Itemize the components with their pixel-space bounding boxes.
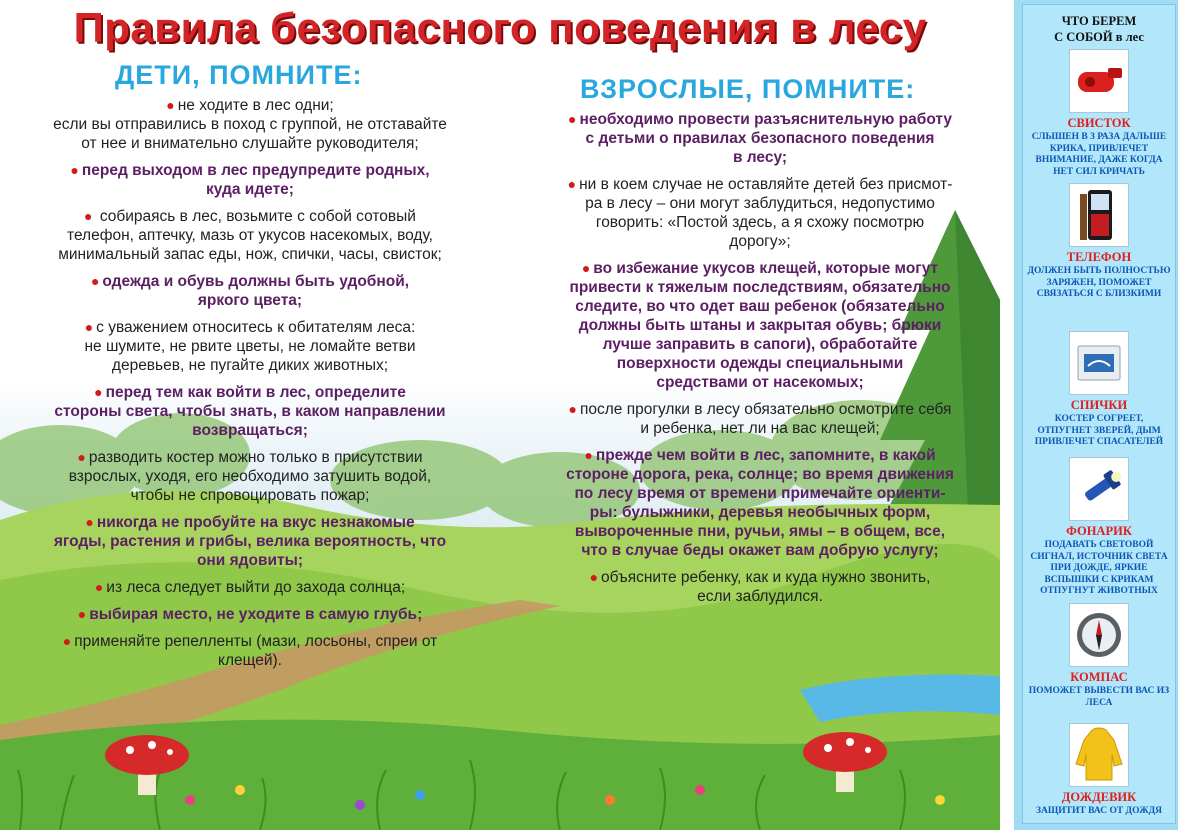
- rule-line: если заблудился.: [697, 588, 823, 605]
- page-title: Правила безопасного поведения в лесу: [73, 4, 927, 51]
- rule-line: клещей).: [218, 652, 282, 669]
- bullet-icon: ●: [166, 97, 175, 113]
- rule-line: и ребенка, нет ли на вас клещей;: [640, 420, 880, 437]
- rule-line: не ходите в лес одни;: [177, 97, 334, 114]
- children-rule: [10, 272, 490, 310]
- bullet-icon: ●: [84, 319, 94, 335]
- checklist-heading-line2: С СОБОЙ в лес: [1054, 30, 1144, 44]
- rule-line: во избежание укусов клещей, которые могут: [593, 260, 939, 277]
- adults-rule: [510, 110, 1010, 167]
- item-desc-matches: КОСТЕР СОГРЕЕТ, ОТПУГНЕТ ЗВЕРЕЙ, ДЫМ ПРИВЛЕЧЕТ СПАСАТЕЛЕЙ: [1034, 414, 1164, 447]
- checklist-heading-line1: ЧТО БЕРЕМ: [1061, 14, 1137, 28]
- rule-line: чтобы не спровоцировать пожар;: [130, 487, 370, 504]
- rule-line: с уважением относитесь к обитателям леса:: [96, 319, 416, 336]
- rule-line: никогда не пробуйте на вкус незнакомые: [96, 514, 415, 531]
- bullet-icon: ●: [84, 208, 93, 224]
- rule-line: после прогулки в лесу обязательно осмотрите себя: [579, 401, 952, 418]
- rule-line: применяйте репелленты (мази, лосьоны, спреи от: [74, 633, 438, 650]
- rule-line: дорогу»;: [729, 233, 791, 250]
- rule-line: яркого цвета;: [197, 292, 303, 309]
- bullet-icon: ●: [568, 111, 577, 127]
- children-rules: [10, 96, 490, 678]
- rule-line: прежде чем войти в лес, запомните, в какой: [595, 447, 936, 464]
- item-compass: [1023, 603, 1175, 709]
- rule-line: деревьев, не пугайте диких животных;: [111, 357, 389, 374]
- rule-line: следите, во что одет ваш ребенок (обязательно: [575, 298, 945, 315]
- item-desc-whistle: СЛЫШЕН В 3 РАЗА ДАЛЬШЕ КРИКА, ПРИВЛЕЧЕТ ВНИМАНИЕ, ДАЖЕ КОГДА НЕТ СИЛ КРИЧАТЬ: [1031, 132, 1167, 177]
- flashlight-icon: [1069, 457, 1129, 521]
- item-name-flashlight: ФОНАРИК: [1066, 524, 1132, 538]
- compass-icon: [1069, 603, 1129, 667]
- rule-line: поверхности одежды специальными: [616, 355, 904, 372]
- item-desc-compass: ПОМОЖЕТ ВЫВЕСТИ ВАС ИЗ ЛЕСА: [1028, 686, 1170, 708]
- children-rule: [10, 605, 490, 624]
- rule-line: возвращаться;: [192, 422, 308, 439]
- adults-rules: [510, 110, 1010, 614]
- rule-line: ра в лесу – они могут заблудиться, недопустимо: [585, 195, 935, 212]
- rule-line: ягоды, растения и грибы, велика вероятность, что: [53, 533, 447, 550]
- checklist-panel: [1022, 4, 1176, 824]
- rule-line: стороне дорога, река, солнце; во время движения: [566, 466, 954, 483]
- children-rule: [10, 578, 490, 597]
- item-name-matches: СПИЧКИ: [1070, 398, 1128, 412]
- children-rule: [10, 318, 490, 375]
- rule-line: привести к тяжелым последствиям, обязательно: [569, 279, 951, 296]
- bullet-icon: ●: [90, 273, 100, 289]
- rule-line: перед выходом в лес предупредите родных,: [81, 162, 430, 179]
- item-phone: [1023, 183, 1175, 301]
- bullet-icon: ●: [567, 176, 577, 192]
- bullet-icon: ●: [584, 447, 593, 463]
- rule-line: лучше заправить в сапоги), обработайте: [602, 336, 918, 353]
- rule-line: с детьми о правилах безопасного поведения: [585, 130, 935, 147]
- bullet-icon: ●: [85, 514, 94, 530]
- children-rule: [10, 513, 490, 570]
- adults-heading: ВЗРОСЛЫЕ, ПОМНИТЕ:: [580, 74, 916, 104]
- item-matches: [1023, 331, 1175, 449]
- bullet-icon: ●: [70, 162, 79, 178]
- whistle-icon: [1069, 49, 1129, 113]
- raincoat-icon: [1069, 723, 1129, 787]
- rule-line: объясните ребенку, как и куда нужно звонить,: [601, 569, 931, 586]
- rule-line: ни в коем случае не оставляйте детей без присмот-: [579, 176, 953, 193]
- children-rule: [10, 632, 490, 670]
- adults-rule: [510, 400, 1010, 438]
- rule-line: собираясь в лес, возьмите с собой сотовый: [95, 208, 416, 225]
- rule-line: телефон, аптечку, мазь от укусов насекомых, воду,: [67, 227, 433, 244]
- item-raincoat: [1023, 723, 1175, 818]
- item-whistle: [1023, 49, 1175, 178]
- adults-rule: [510, 568, 1010, 606]
- children-rule: [10, 207, 490, 264]
- bullet-icon: ●: [77, 449, 86, 465]
- rule-line: минимальный запас еды, нож, спички, часы, свисток;: [58, 246, 442, 263]
- item-name-phone: ТЕЛЕФОН: [1066, 250, 1132, 264]
- rule-line: не шумите, не рвите цветы, не ломайте ветви: [84, 338, 416, 355]
- rule-line: необходимо провести разъяснительную работу: [579, 111, 952, 128]
- bullet-icon: ●: [581, 260, 591, 276]
- item-desc-raincoat: ЗАЩИТИТ ВАС ОТ ДОЖДЯ: [1035, 806, 1163, 816]
- adults-rule: [510, 175, 1010, 251]
- rule-line: должны быть штаны и закрытая обувь; брюки: [578, 317, 942, 334]
- children-heading: ДЕТИ, ПОМНИТЕ:: [115, 60, 363, 90]
- bullet-icon: ●: [568, 401, 577, 417]
- checklist-heading: [1023, 13, 1175, 45]
- children-rule: [10, 161, 490, 199]
- adults-rule: [510, 259, 1010, 392]
- rule-line: вывороченные пни, ручьи, ямы – в общем, все,: [574, 523, 946, 540]
- item-name-raincoat: ДОЖДЕВИК: [1061, 790, 1137, 804]
- adults-rule: [510, 446, 1010, 560]
- rule-line: от нее и внимательно слушайте руководителя;: [81, 135, 419, 152]
- matches-icon: [1069, 331, 1129, 395]
- bullet-icon: ●: [62, 633, 72, 649]
- rule-line: говорить: «Постой здесь, а я схожу посмотрю: [595, 214, 925, 231]
- bullet-icon: ●: [589, 569, 599, 585]
- item-desc-phone: ДОЛЖЕН БЫТЬ ПОЛНОСТЬЮ ЗАРЯЖЕН, ПОМОЖЕТ СВЯЗАТЬСЯ С БЛИЗКИМИ: [1027, 266, 1171, 299]
- rule-line: выбирая место, не уходите в самую глубь;: [89, 606, 423, 623]
- rule-line: они ядовиты;: [196, 552, 304, 569]
- rule-line: одежда и обувь должны быть удобной,: [102, 273, 410, 290]
- rule-line: взрослых, уходя, его необходимо затушить водой,: [68, 468, 432, 485]
- rule-line: куда идете;: [206, 181, 294, 198]
- rule-line: если вы отправились в поход с группой, не отставайте: [53, 116, 447, 133]
- rule-line: что в случае беды окажет вам добрую услугу;: [581, 542, 939, 559]
- rule-line: стороны света, чтобы знать, в каком направлении: [54, 403, 446, 420]
- item-desc-flashlight: ПОДАВАТЬ СВЕТОВОЙ СИГНАЛ, ИСТОЧНИК СВЕТА ПРИ ДОЖДЕ, ЯРКИЕ ВСПЫШКИ С КРИКАМ ОТПУГНУТ ЖИВОТНЫХ: [1030, 540, 1168, 596]
- children-rule: [10, 96, 490, 153]
- rule-line: средствами от насекомых;: [656, 374, 864, 391]
- children-rule: [10, 448, 490, 505]
- rule-line: разводить костер можно только в присутствии: [88, 449, 423, 466]
- bullet-icon: ●: [94, 384, 103, 400]
- item-name-whistle: СВИСТОК: [1067, 116, 1131, 130]
- bullet-icon: ●: [77, 606, 87, 622]
- phone-icon: [1069, 183, 1129, 247]
- item-name-compass: КОМПАС: [1070, 670, 1128, 684]
- rule-line: по лесу время от времени примечайте ориенти-: [574, 485, 946, 502]
- checklist-sidebar: [1014, 0, 1178, 830]
- rule-line: в лесу;: [732, 149, 788, 166]
- children-rule: [10, 383, 490, 440]
- rule-line: перед тем как войти в лес, определите: [105, 384, 406, 401]
- bullet-icon: ●: [94, 579, 104, 595]
- item-flashlight: [1023, 457, 1175, 598]
- rule-line: из леса следует выйти до захода солнца;: [106, 579, 406, 596]
- rule-line: ры: булыжники, деревья необычных форм,: [589, 504, 931, 521]
